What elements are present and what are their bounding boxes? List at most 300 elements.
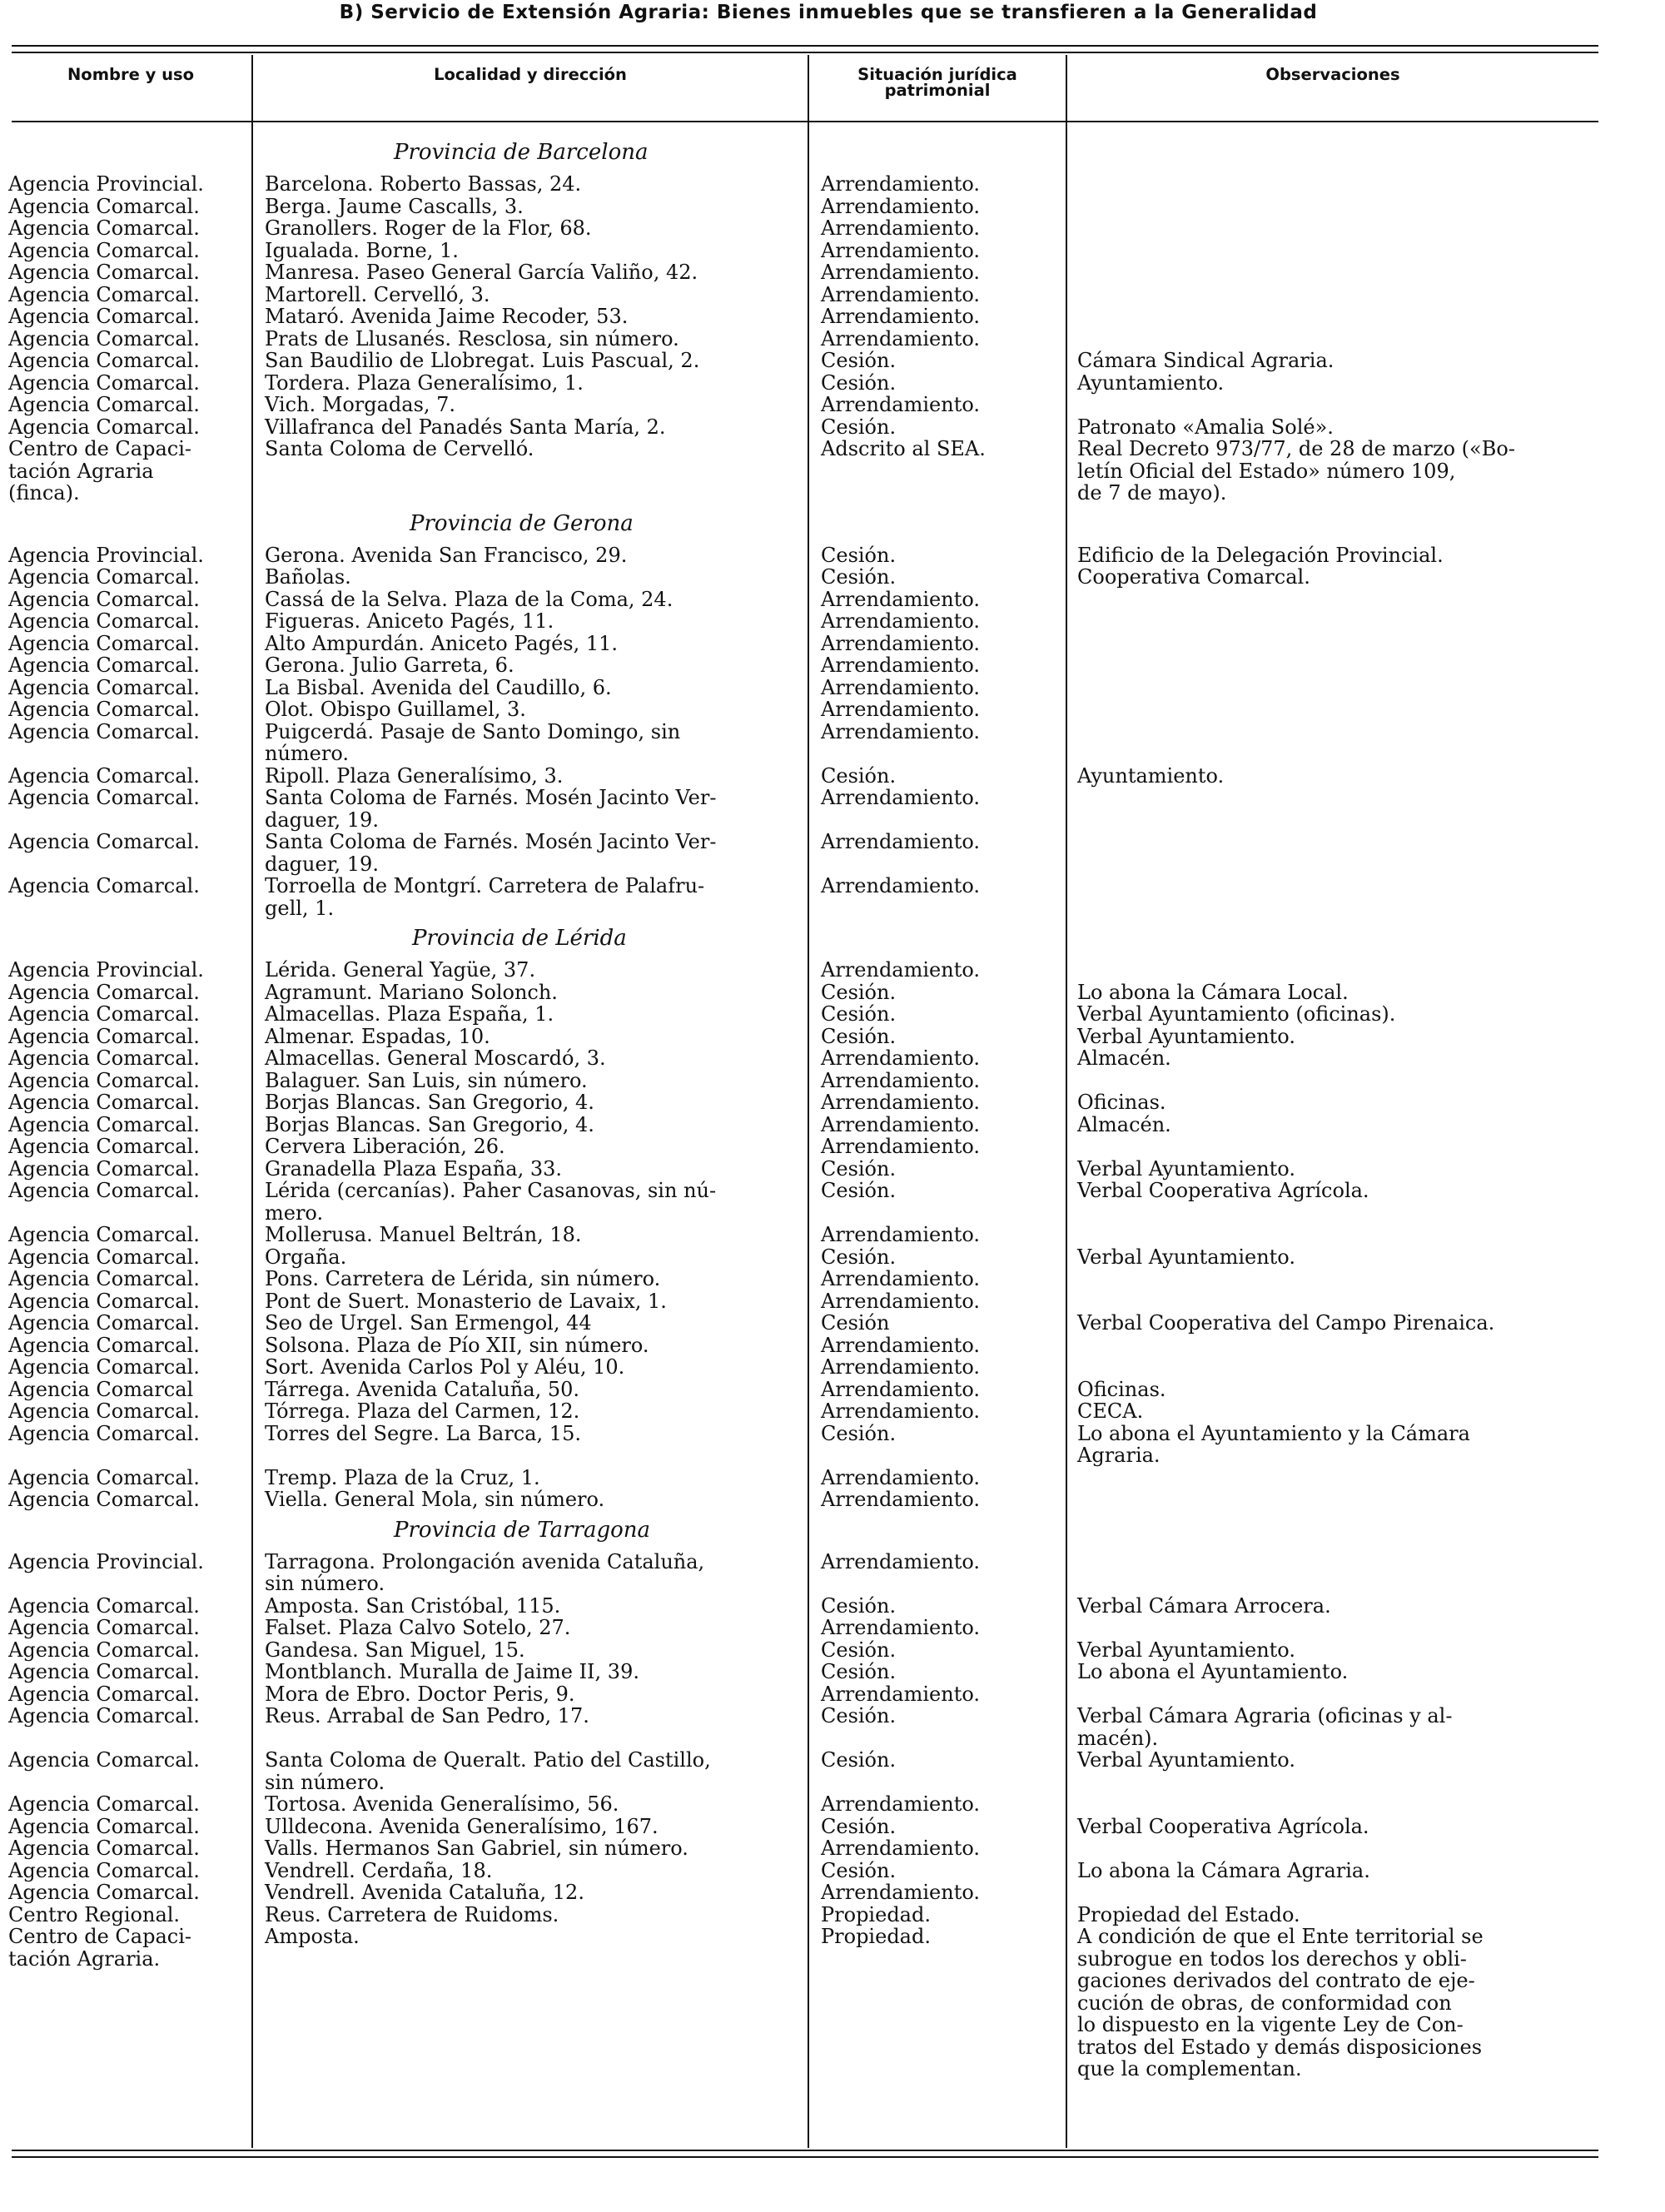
table-row [0, 1793, 1665, 1816]
localidad-cell-line: Borjas Blancas. San Gregorio, 4. [265, 1112, 594, 1136]
nombre-cell [8, 959, 250, 982]
situacion-cell: Arrendamiento. [821, 874, 981, 897]
table-row [0, 1356, 1665, 1379]
situacion-cell: Arrendamiento. [821, 958, 981, 982]
nombre-cell [8, 1400, 250, 1423]
observaciones-cell-line: Oficinas. [1077, 1091, 1166, 1114]
observaciones-cell-line: cución de obras, de conformidad con [1077, 1991, 1452, 2015]
localidad-cell [265, 1837, 806, 1860]
nombre-cell-line: Agencia Comarcal. [8, 415, 200, 439]
situacion-cell: Arrendamiento. [821, 216, 981, 240]
table-row [0, 1268, 1665, 1290]
localidad-cell [265, 544, 806, 567]
nombre-cell-line: Centro de Capaci- [8, 1925, 191, 1948]
localidad-cell-line: gell, 1. [265, 896, 335, 920]
situacion-cell: Arrendamiento. [821, 238, 981, 262]
situacion-cell: Arrendamiento. [821, 1135, 981, 1158]
nombre-cell-line: Agencia Comarcal. [8, 326, 200, 350]
localidad-cell-line: Tórrega. Plaza del Carmen, 12. [265, 1399, 580, 1423]
situacion-cell: Arrendamiento. [821, 1881, 981, 1904]
localidad-cell-line: Cervera Liberación, 26. [265, 1135, 505, 1158]
observaciones-cell-line: Verbal Ayuntamiento. [1077, 1748, 1295, 1772]
localidad-cell [265, 959, 806, 982]
nombre-cell-line: Agencia Comarcal. [8, 980, 200, 1004]
observaciones-cell [1077, 1047, 1610, 1070]
localidad-cell-line: Torroella de Montgrí. Carretera de Palafru- [265, 874, 705, 897]
table-row [0, 1705, 1665, 1749]
observaciones-cell [1077, 350, 1610, 372]
nombre-cell-line: Agencia Provincial. [8, 958, 204, 982]
situacion-cell: Propiedad. [821, 1902, 931, 1926]
table-row [0, 1423, 1665, 1467]
localidad-cell-line: Amposta. [265, 1925, 360, 1948]
observaciones-cell [1077, 1091, 1610, 1114]
localidad-cell [265, 1356, 806, 1379]
localidad-cell-line: Berga. Jaume Cascalls, 3. [265, 194, 524, 218]
observaciones-cell [1077, 1749, 1610, 1772]
table-row [0, 1379, 1665, 1401]
localidad-cell [265, 1683, 806, 1706]
localidad-cell-line: sin número. [265, 1770, 385, 1794]
localidad-cell-line: Torres del Segre. La Barca, 15. [265, 1421, 581, 1445]
observaciones-cell-line: A condición de que el Ente territorial se [1077, 1925, 1484, 1948]
nombre-cell-line: Agencia Comarcal. [8, 1289, 200, 1313]
table-row [0, 654, 1665, 677]
nombre-cell-line: Agencia Comarcal. [8, 1333, 200, 1357]
nombre-cell [8, 1290, 250, 1313]
nombre-cell [8, 1926, 250, 1970]
nombre-cell-line: Agencia Comarcal. [8, 1682, 200, 1706]
nombre-cell-line: Agencia Provincial. [8, 172, 204, 196]
observaciones-cell [1077, 1312, 1610, 1335]
table-row [0, 677, 1665, 699]
localidad-cell-line: mero. [265, 1200, 324, 1225]
table-row [0, 1683, 1665, 1706]
localidad-cell [265, 1881, 806, 1904]
nombre-cell [8, 1595, 250, 1618]
observaciones-cell [1077, 566, 1610, 589]
localidad-cell [265, 654, 806, 677]
table-row [0, 438, 1665, 505]
localidad-cell [265, 1003, 806, 1026]
observaciones-cell-line: Verbal Cooperativa Agrícola. [1077, 1814, 1369, 1838]
localidad-cell-line: Igualada. Borne, 1. [265, 238, 459, 262]
table-row [0, 1312, 1665, 1335]
localidad-cell [265, 1180, 806, 1224]
nombre-cell [8, 196, 250, 218]
header-rule [12, 121, 1598, 122]
localidad-cell [265, 1661, 806, 1683]
localidad-cell [265, 1136, 806, 1158]
table-row [0, 1136, 1665, 1158]
table-row [0, 1047, 1665, 1070]
nombre-cell-line: Agencia Comarcal. [8, 1024, 200, 1048]
province-title: Provincia de Barcelona [394, 140, 649, 165]
observaciones-cell-line: Verbal Cooperativa Agrícola. [1077, 1179, 1369, 1202]
nombre-cell-line: Agencia Comarcal. [8, 1399, 200, 1423]
situacion-cell: Arrendamiento. [821, 1549, 981, 1573]
localidad-cell-line: Solsona. Plaza de Pío XII, sin número. [265, 1333, 649, 1357]
observaciones-cell-line: Agraria. [1077, 1444, 1161, 1467]
localidad-cell-line: Almacellas. General Moscardó, 3. [265, 1046, 606, 1070]
table-row [0, 261, 1665, 284]
nombre-cell-line: Agencia Comarcal. [8, 1881, 200, 1904]
situacion-cell: Arrendamiento. [821, 631, 981, 655]
nombre-cell [8, 1246, 250, 1269]
situacion-cell: Cesión. [821, 1858, 897, 1882]
localidad-cell [265, 372, 806, 395]
table-row [0, 240, 1665, 262]
observaciones-cell-line: CECA. [1077, 1399, 1144, 1423]
table-row [0, 1881, 1665, 1904]
nombre-cell [8, 875, 250, 897]
province-title: Provincia de Tarragona [394, 1517, 650, 1543]
situacion-cell: Arrendamiento. [821, 1837, 981, 1860]
situacion-cell: Cesión. [821, 763, 897, 788]
situacion-cell: Cesión. [821, 543, 897, 567]
localidad-cell [265, 1400, 806, 1423]
localidad-cell-line: Gerona. Avenida San Francisco, 29. [265, 543, 628, 567]
nombre-cell-line: Agencia Comarcal. [8, 238, 200, 262]
observaciones-cell-line: Verbal Ayuntamiento (oficinas). [1077, 1002, 1396, 1026]
table-row [0, 787, 1665, 831]
observaciones-cell [1077, 1003, 1610, 1026]
nombre-cell-line: Agencia Comarcal. [8, 1792, 200, 1816]
localidad-cell [265, 394, 806, 416]
table-row [0, 394, 1665, 416]
situacion-cell: Arrendamiento. [821, 1223, 981, 1246]
situacion-cell: Arrendamiento. [821, 1289, 981, 1313]
localidad-cell-line: Montblanch. Muralla de Jaime II, 39. [265, 1660, 639, 1683]
localidad-cell-line: Manresa. Paseo General García Valiño, 42. [265, 261, 698, 284]
nombre-cell [8, 1114, 250, 1136]
nombre-cell [8, 1136, 250, 1158]
observaciones-cell-line: Lo abona el Ayuntamiento y la Cámara [1077, 1421, 1470, 1445]
localidad-cell [265, 1904, 806, 1926]
nombre-cell-line: Agencia Provincial. [8, 1549, 204, 1573]
situacion-cell: Arrendamiento. [821, 172, 981, 196]
localidad-cell [265, 982, 806, 1004]
observaciones-cell [1077, 1246, 1610, 1269]
situacion-cell: Arrendamiento. [821, 1068, 981, 1092]
observaciones-cell [1077, 1705, 1610, 1749]
table-row [0, 1180, 1665, 1224]
header-situacion-line2: patrimonial [884, 81, 991, 100]
observaciones-cell [1077, 1639, 1610, 1662]
localidad-cell [265, 1816, 806, 1838]
observaciones-cell-line: Patronato «Amalia Solé». [1077, 415, 1334, 439]
nombre-cell-line: Agencia Comarcal. [8, 1112, 200, 1136]
table-row [0, 831, 1665, 875]
situacion-cell: Arrendamiento. [821, 587, 981, 611]
situacion-cell: Arrendamiento. [821, 654, 981, 677]
localidad-cell [265, 1047, 806, 1070]
localidad-cell [265, 173, 806, 196]
nombre-cell [8, 1312, 250, 1335]
situacion-cell: Cesión. [821, 1156, 897, 1181]
observaciones-cell [1077, 1026, 1610, 1048]
observaciones-cell [1077, 1400, 1610, 1423]
nombre-cell-line: Agencia Provincial. [8, 543, 204, 567]
nombre-cell-line: Centro de Capaci- [8, 437, 191, 460]
localidad-cell-line: Bañolas. [265, 565, 351, 589]
nombre-cell [8, 261, 250, 284]
localidad-cell [265, 1489, 806, 1511]
observaciones-cell-line: Verbal Ayuntamiento. [1077, 1156, 1295, 1181]
localidad-cell [265, 217, 806, 240]
nombre-cell-line: Agencia Comarcal. [8, 609, 200, 633]
nombre-cell [8, 1224, 250, 1246]
situacion-cell: Arrendamiento. [821, 609, 981, 633]
table-row [0, 1816, 1665, 1838]
observaciones-cell-line: Oficinas. [1077, 1377, 1166, 1401]
localidad-cell-line: Balaguer. San Luis, sin número. [265, 1068, 588, 1092]
localidad-cell [265, 1026, 806, 1048]
localidad-cell [265, 328, 806, 350]
nombre-cell-line: tación Agraria. [8, 1946, 161, 1971]
localidad-cell-line: Vendrell. Avenida Cataluña, 12. [265, 1881, 584, 1904]
table-row [0, 982, 1665, 1004]
nombre-cell-line: Agencia Comarcal. [8, 1311, 200, 1335]
table-row [0, 1070, 1665, 1092]
nombre-cell [8, 328, 250, 350]
nombre-cell-line: Agencia Comarcal. [8, 216, 200, 240]
nombre-cell [8, 1047, 250, 1070]
nombre-cell-line: Agencia Comarcal. [8, 1135, 200, 1158]
observaciones-cell-line: que la complementan. [1077, 2057, 1302, 2080]
nombre-cell [8, 217, 250, 240]
nombre-cell [8, 1551, 250, 1573]
localidad-cell [265, 306, 806, 328]
nombre-cell [8, 372, 250, 395]
observaciones-cell-line: Ayuntamiento. [1077, 763, 1225, 788]
localidad-cell-line: daguer, 19. [265, 808, 379, 832]
observaciones-cell-line: Lo abona el Ayuntamiento. [1077, 1660, 1349, 1683]
nombre-cell [8, 1661, 250, 1683]
localidad-cell-line: Gandesa. San Miguel, 15. [265, 1638, 525, 1662]
localidad-cell [265, 1246, 806, 1269]
table-row [0, 765, 1665, 788]
header-situacion [809, 67, 1066, 98]
situacion-cell: Arrendamiento. [821, 830, 981, 853]
observaciones-cell [1077, 544, 1610, 567]
nombre-cell [8, 1268, 250, 1290]
nombre-cell [8, 1881, 250, 1904]
localidad-cell [265, 1158, 806, 1181]
localidad-cell [265, 1639, 806, 1662]
nombre-cell [8, 416, 250, 439]
nombre-cell [8, 1423, 250, 1445]
nombre-cell [8, 284, 250, 306]
localidad-cell-line: Ripoll. Plaza Generalísimo, 3. [265, 763, 564, 788]
localidad-cell [265, 240, 806, 262]
situacion-cell: Cesión. [821, 1593, 897, 1618]
localidad-cell [265, 1423, 806, 1445]
table-row [0, 1661, 1665, 1683]
observaciones-cell [1077, 1816, 1610, 1838]
table-body [0, 133, 1665, 2080]
localidad-cell-line: Pons. Carretera de Lérida, sin número. [265, 1267, 661, 1290]
nombre-cell-line: Agencia Comarcal. [8, 194, 200, 218]
table-row [0, 589, 1665, 611]
table-row [0, 721, 1665, 765]
nombre-cell-line: Agencia Comarcal. [8, 1837, 200, 1860]
table-row [0, 1400, 1665, 1423]
nombre-cell [8, 787, 250, 809]
table-row [0, 1224, 1665, 1246]
situacion-cell: Cesión. [821, 1024, 897, 1048]
header-nombre: Nombre y uso [67, 65, 194, 84]
situacion-cell: Arrendamiento. [821, 1267, 981, 1290]
observaciones-cell [1077, 1423, 1610, 1467]
nombre-cell-line: Agencia Comarcal. [8, 1046, 200, 1070]
nombre-cell-line: Agencia Comarcal. [8, 1616, 200, 1639]
localidad-cell-line: Tarragona. Prolongación avenida Cataluña, [265, 1549, 705, 1573]
nombre-cell-line: Agencia Comarcal. [8, 1638, 200, 1662]
localidad-cell-line: Alto Ampurdán. Aniceto Pagés, 11. [265, 631, 619, 655]
situacion-cell: Arrendamiento. [821, 675, 981, 699]
nombre-cell-line: Agencia Comarcal. [8, 698, 200, 721]
localidad-cell [265, 1091, 806, 1114]
nombre-cell-line: Agencia Comarcal. [8, 1421, 200, 1445]
table-row [0, 372, 1665, 395]
observaciones-cell-line: Cooperativa Comarcal. [1077, 565, 1310, 589]
localidad-cell [265, 1467, 806, 1489]
localidad-cell [265, 196, 806, 218]
nombre-cell-line: Agencia Comarcal. [8, 1068, 200, 1092]
table-row [0, 1595, 1665, 1618]
localidad-cell [265, 721, 806, 765]
nombre-cell [8, 1026, 250, 1048]
localidad-cell [265, 831, 806, 875]
localidad-cell-line: Agramunt. Mariano Solonch. [265, 980, 558, 1004]
table-row [0, 633, 1665, 655]
nombre-cell [8, 1860, 250, 1882]
localidad-cell [265, 1268, 806, 1290]
province-heading [0, 133, 1665, 173]
localidad-cell-line: Reus. Carretera de Ruidoms. [265, 1902, 559, 1926]
observaciones-cell-line: Ayuntamiento. [1077, 370, 1225, 395]
table-row [0, 196, 1665, 218]
localidad-cell [265, 1749, 806, 1793]
situacion-cell: Arrendamiento. [821, 1333, 981, 1357]
situacion-cell: Arrendamiento. [821, 393, 981, 416]
situacion-cell: Arrendamiento. [821, 282, 981, 306]
situacion-cell: Arrendamiento. [821, 305, 981, 328]
nombre-cell [8, 306, 250, 328]
observaciones-cell-line: Verbal Ayuntamiento. [1077, 1638, 1295, 1662]
nombre-cell-line: Agencia Comarcal. [8, 1704, 200, 1727]
observaciones-cell-line: subrogue en todos los derechos y obli- [1077, 1946, 1467, 1971]
situacion-cell: Cesión. [821, 1638, 897, 1662]
table-row [0, 959, 1665, 982]
nombre-cell-line: Agencia Comarcal. [8, 1223, 200, 1246]
observaciones-cell-line: Verbal Ayuntamiento. [1077, 1245, 1295, 1269]
nombre-cell [8, 544, 250, 567]
province-heading [0, 505, 1665, 544]
observaciones-cell [1077, 1180, 1610, 1202]
observaciones-cell [1077, 1158, 1610, 1181]
situacion-cell: Arrendamiento. [821, 719, 981, 743]
table-row [0, 1114, 1665, 1136]
nombre-cell [8, 1837, 250, 1860]
nombre-cell-line: Agencia Comarcal [8, 1377, 194, 1401]
localidad-cell-line: Valls. Hermanos San Gabriel, sin número. [265, 1837, 688, 1860]
localidad-cell-line: Mora de Ebro. Doctor Peris, 9. [265, 1682, 575, 1706]
nombre-cell [8, 240, 250, 262]
situacion-cell: Cesión. [821, 1245, 897, 1269]
table-row [0, 1837, 1665, 1860]
observaciones-cell [1077, 765, 1610, 788]
table-row [0, 1749, 1665, 1793]
situacion-cell: Propiedad. [821, 1925, 931, 1948]
nombre-cell [8, 1003, 250, 1026]
localidad-cell-line: Falset. Plaza Calvo Sotelo, 27. [265, 1616, 571, 1639]
localidad-cell [265, 875, 806, 919]
situacion-cell: Arrendamiento. [821, 1112, 981, 1136]
page-title: B) Servicio de Extensión Agraria: Bienes inmuebles que se transfieren a la Generalidad [339, 2, 1318, 23]
situacion-cell: Cesión. [821, 1179, 897, 1202]
nombre-cell-line: Agencia Comarcal. [8, 587, 200, 611]
localidad-cell-line: Santa Coloma de Farnés. Mosén Jacinto Ver- [265, 786, 717, 809]
nombre-cell [8, 1793, 250, 1816]
nombre-cell-line: Agencia Comarcal. [8, 1748, 200, 1772]
table-row [0, 416, 1665, 439]
localidad-cell-line: Almenar. Espadas, 10. [265, 1024, 490, 1048]
situacion-cell: Arrendamiento. [821, 1377, 981, 1401]
observaciones-cell [1077, 372, 1610, 395]
table-row [0, 1003, 1665, 1026]
nombre-cell [8, 1356, 250, 1379]
localidad-cell-line: Gerona. Julio Garreta, 6. [265, 654, 514, 677]
table-row [0, 1290, 1665, 1313]
observaciones-cell-line: Verbal Cámara Arrocera. [1077, 1593, 1331, 1618]
localidad-cell-line: Amposta. San Cristóbal, 115. [265, 1593, 561, 1618]
observaciones-cell-line: Propiedad del Estado. [1077, 1902, 1300, 1926]
nombre-cell-line: Centro Regional. [8, 1902, 181, 1926]
localidad-cell-line: Figueras. Aniceto Pagés, 11. [265, 609, 554, 633]
localidad-cell-line: Tárrega. Avenida Cataluña, 50. [265, 1377, 580, 1401]
nombre-cell-line: Agencia Comarcal. [8, 1002, 200, 1026]
localidad-cell [265, 1551, 806, 1595]
top-rule [12, 45, 1598, 47]
bottom-rule-2 [12, 2156, 1598, 2158]
table-row [0, 1335, 1665, 1357]
situacion-cell: Arrendamiento. [821, 1682, 981, 1706]
nombre-cell [8, 438, 250, 505]
localidad-cell-line: Tortosa. Avenida Generalísimo, 56. [265, 1792, 619, 1816]
nombre-cell [8, 589, 250, 611]
observaciones-cell-line: Lo abona la Cámara Agraria. [1077, 1858, 1370, 1882]
table-row [0, 544, 1665, 567]
localidad-cell-line: Granadella Plaza España, 33. [265, 1156, 562, 1181]
bottom-rule [12, 2150, 1598, 2151]
nombre-cell-line: Agencia Comarcal. [8, 631, 200, 655]
nombre-cell-line: Agencia Comarcal. [8, 305, 200, 328]
situacion-cell: Arrendamiento. [821, 326, 981, 350]
localidad-cell-line: Almacellas. Plaza España, 1. [265, 1002, 554, 1026]
situacion-cell: Adscrito al SEA. [821, 437, 986, 460]
nombre-cell [8, 1639, 250, 1662]
localidad-cell-line: Tremp. Plaza de la Cruz, 1. [265, 1465, 540, 1489]
localidad-cell-line: Ulldecona. Avenida Generalísimo, 167. [265, 1814, 659, 1838]
situacion-cell: Cesión. [821, 565, 897, 589]
localidad-cell-line: sin número. [265, 1572, 385, 1595]
localidad-cell-line: Lérida (cercanías). Paher Casanovas, sin nú- [265, 1179, 717, 1202]
situacion-cell: Arrendamiento. [821, 698, 981, 721]
nombre-cell [8, 394, 250, 416]
localidad-cell-line: Santa Coloma de Farnés. Mosén Jacinto Ver- [265, 830, 717, 853]
